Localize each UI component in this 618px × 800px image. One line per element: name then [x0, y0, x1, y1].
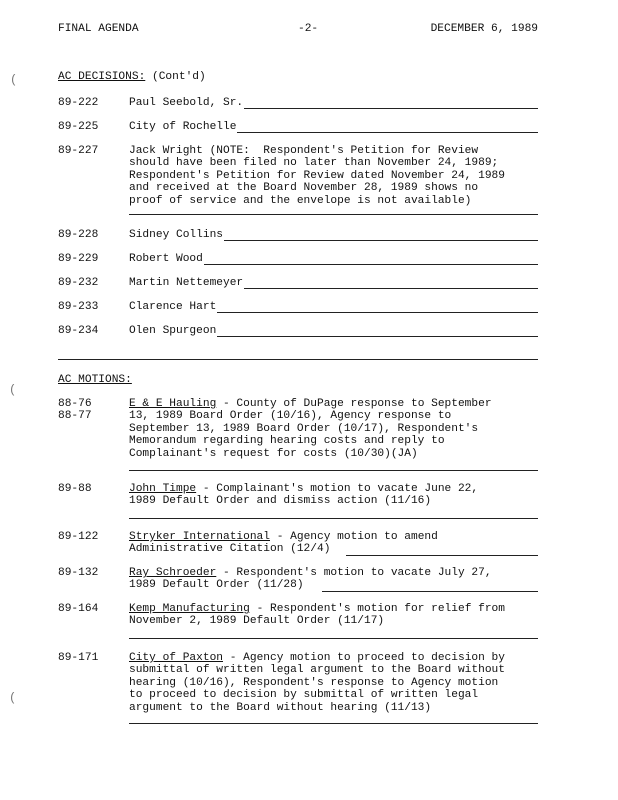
signature-line [217, 326, 538, 337]
docket-number: 89-227 [58, 145, 99, 157]
party-name: Paul Seebold, Sr. [129, 97, 244, 109]
decision-party [129, 121, 538, 133]
motion-description: - Agency motion to amend Administrative Citation (12/4) [129, 531, 438, 556]
party-name: Clarence Hart [129, 301, 217, 313]
docket-number: 89-171 [58, 652, 99, 664]
motion-description: - Respondent's motion to vacate July 27, 1989 Default Order (11/28) [129, 567, 492, 592]
signature-line [322, 591, 538, 592]
decision-party [129, 97, 538, 109]
decision-party [129, 229, 538, 241]
agenda-title: FINAL AGENDA [58, 23, 139, 35]
signature-line [237, 122, 538, 133]
motion-description: - Respondent's motion for relief from November 2, 1989 Default Order (11/17) [129, 603, 505, 628]
signature-line [129, 214, 538, 215]
page-header [58, 23, 538, 37]
docket-number: 89-122 [58, 531, 99, 543]
signature-line [244, 98, 538, 109]
decisions-title: AC DECISIONS: [58, 71, 146, 83]
margin-mark: ( [9, 691, 17, 705]
decisions-cont: (Cont'd) [145, 71, 206, 83]
docket-number: 89-222 [58, 97, 99, 109]
decision-party [129, 253, 538, 265]
motion-description: - Complainant's motion to vacate June 22, 1989 Default Order and dismiss action (11/16) [129, 483, 479, 508]
motion-party: E & E Hauling [129, 398, 217, 410]
motion-text [129, 652, 538, 714]
signature-line [129, 518, 538, 519]
motions-heading [58, 374, 132, 386]
signature-line [204, 254, 538, 265]
motions-title: AC MOTIONS: [58, 374, 132, 386]
section-divider [58, 359, 538, 360]
docket-number: 89-228 [58, 229, 99, 241]
signature-line [224, 230, 538, 241]
motion-party: Ray Schroeder [129, 567, 217, 579]
motion-text [129, 483, 538, 508]
decisions-heading [58, 71, 206, 83]
signature-line [244, 278, 538, 289]
motion-text [129, 531, 538, 556]
docket-number: 89-234 [58, 325, 99, 337]
party-note: Jack Wright (NOTE: Respondent's Petition for Review should have been filed no later than November 24, 1989; Respondent's Petition for Review dated November 24, 1989 and received at the Board November 28, 1989 shows no proof of service and the envelope is not available) [129, 145, 505, 207]
motion-text [129, 567, 538, 592]
motion-party: City of Paxton [129, 652, 223, 664]
signature-line [217, 302, 538, 313]
page-number: -2- [298, 23, 319, 35]
signature-line [129, 723, 538, 724]
motion-description: - County of DuPage response to September 13, 1989 Board Order (10/16), Agency response to September 13, 1989 Board Order (10/17), Respondent's Memorandum regarding hearing costs and reply to Complainant's request for costs (10/30)(JA) [129, 398, 492, 460]
decision-party [129, 301, 538, 313]
docket-number: 89-88 [58, 483, 92, 495]
docket-number: 88-76 88-77 [58, 398, 92, 423]
party-name: Martin Nettemeyer [129, 277, 244, 289]
motion-party: Kemp Manufacturing [129, 603, 250, 615]
docket-number: 89-225 [58, 121, 99, 133]
motion-description: - Agency motion to proceed to decision by submittal of written legal argument to the Board without hearing (10/16), Respondent's response to Agency motion to proceed to decision by submittal of written legal argument to the Board without hearing (11/13) [129, 652, 505, 714]
docket-number: 89-232 [58, 277, 99, 289]
agenda-date: DECEMBER 6, 1989 [430, 23, 538, 35]
docket-number: 89-164 [58, 603, 99, 615]
motion-text [129, 398, 538, 460]
decision-party [129, 277, 538, 289]
docket-number: 89-233 [58, 301, 99, 313]
motion-party: John Timpe [129, 483, 197, 495]
party-name: Sidney Collins [129, 229, 223, 241]
margin-mark: ( [10, 73, 18, 87]
docket-number: 89-229 [58, 253, 99, 265]
signature-line [129, 470, 538, 471]
party-name: City of Rochelle [129, 121, 237, 133]
party-name: Robert Wood [129, 253, 203, 265]
party-name: Olen Spurgeon [129, 325, 217, 337]
motion-text [129, 603, 538, 628]
decision-party [129, 325, 538, 337]
signature-line [346, 555, 538, 556]
signature-line [129, 638, 538, 639]
margin-mark: ( [9, 383, 17, 397]
docket-number: 89-132 [58, 567, 99, 579]
motion-party: Stryker International [129, 531, 270, 543]
